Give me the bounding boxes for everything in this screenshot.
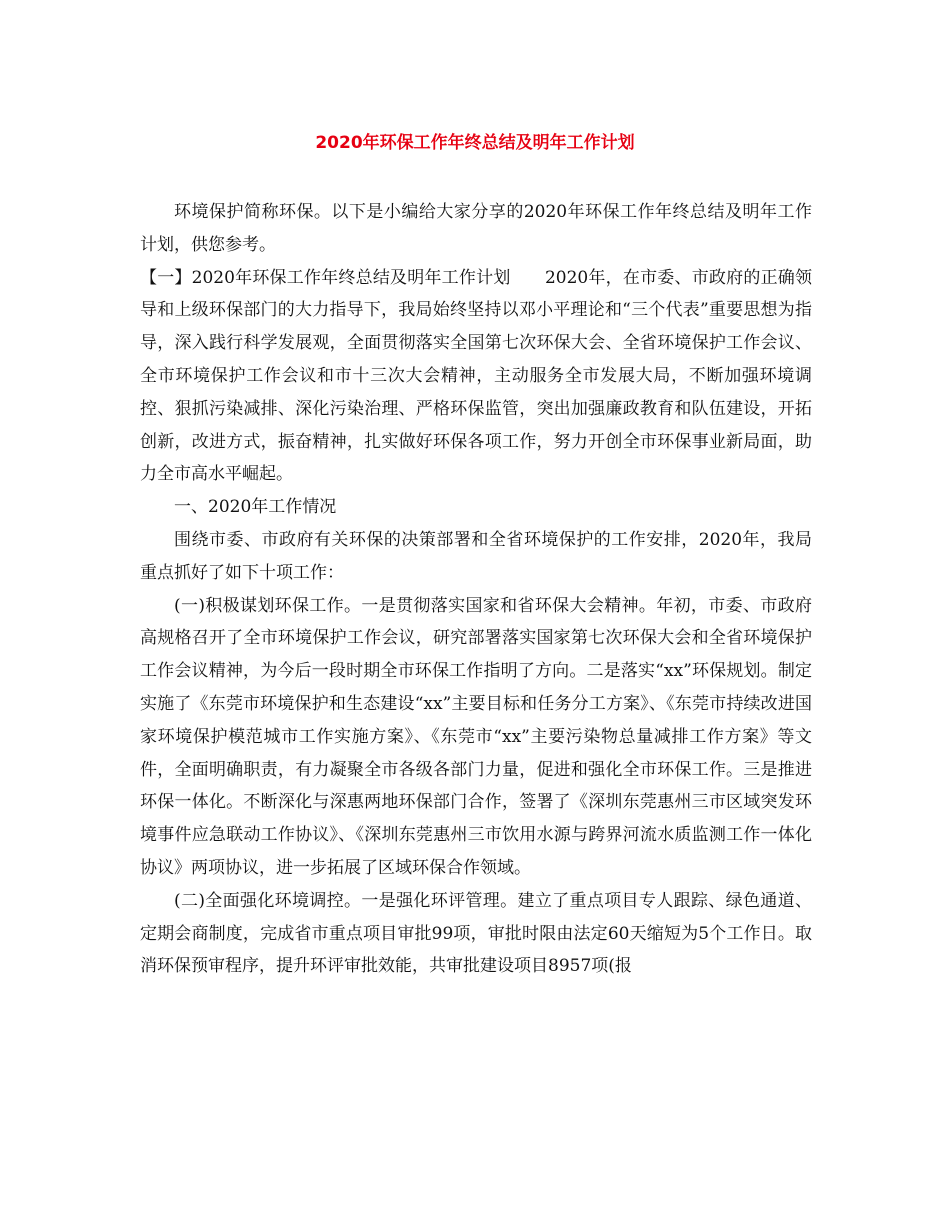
section-heading: 一、2020年工作情况 bbox=[174, 497, 337, 518]
overview-paragraph: 围绕市委、市政府有关环保的决策部署和全省环境保护的工作安排，2020年，我局重点抓好了如下十项工作： bbox=[140, 529, 812, 583]
intro-paragraph: 环境保护简称环保。以下是小编给大家分享的2020年环保工作年终总结及明年工作计划，供您参考。 bbox=[140, 202, 812, 255]
section-one-paragraph: 【一】2020年环保工作年终总结及明年工作计划 2020年，在市委、市政府的正确领导和上级环保部门的大力指导下，我局始终坚持以邓小平理论和“三个代表”重要思想为指导，深入践行科学发展观，全面贯彻落实全国第七次环保大会、全省环境保护工作会议、全市环境保护工作会议和市十三次大会精神，主动服务全市发展大局，不断加强环境调控、狠抓污染减排、深化污染治理、严格环保监管，突出加强廉政教育和队伍建设，开拓创新，改进方式，振奋精神，扎实做好环保各项工作，努力开创全市环保事业新局面，助力全市高水平崛起。 bbox=[140, 267, 812, 485]
item-one-paragraph: (一)积极谋划环保工作。一是贯彻落实国家和省环保大会精神。年初，市委、市政府高规格召开了全市环境保护工作会议，研究部署落实国家第七次环保大会和全省环境保护工作会议精神，为今后一段时期全市环保工作指明了方向。二是落实“xx”环保规划。制定实施了《东莞市环境保护和生态建设“xx”主要目标和任务分工方案》、《东莞市持续改进国家环境保护模范城市工作实施方案》、《东莞市“xx”主要污染物总量减排工作方案》等文件，全面明确职责，有力凝聚全市各级各部门力量，促进和强化全市环保工作。三是推进环保一体化。不断深化与深惠两地环保部门合作，签署了《深圳东莞惠州三市区域突发环境事件应急联动工作协议》、《深圳东莞惠州三市饮用水源与跨界河流水质监测工作一体化协议》两项协议，进一步拓展了区域环保合作领域。 bbox=[140, 595, 812, 878]
item-two-paragraph: (二)全面强化环境调控。一是强化环评管理。建立了重点项目专人跟踪、绿色通道、定期会商制度，完成省市重点项目审批99项，审批时限由法定60天缩短为5个工作日。取消环保预审程序，提升环评审批效能，共审批建设项目8957项(报 bbox=[140, 890, 812, 977]
document-title: 2020年环保工作年终总结及明年工作计划 bbox=[315, 133, 635, 153]
document-body bbox=[140, 196, 812, 983]
